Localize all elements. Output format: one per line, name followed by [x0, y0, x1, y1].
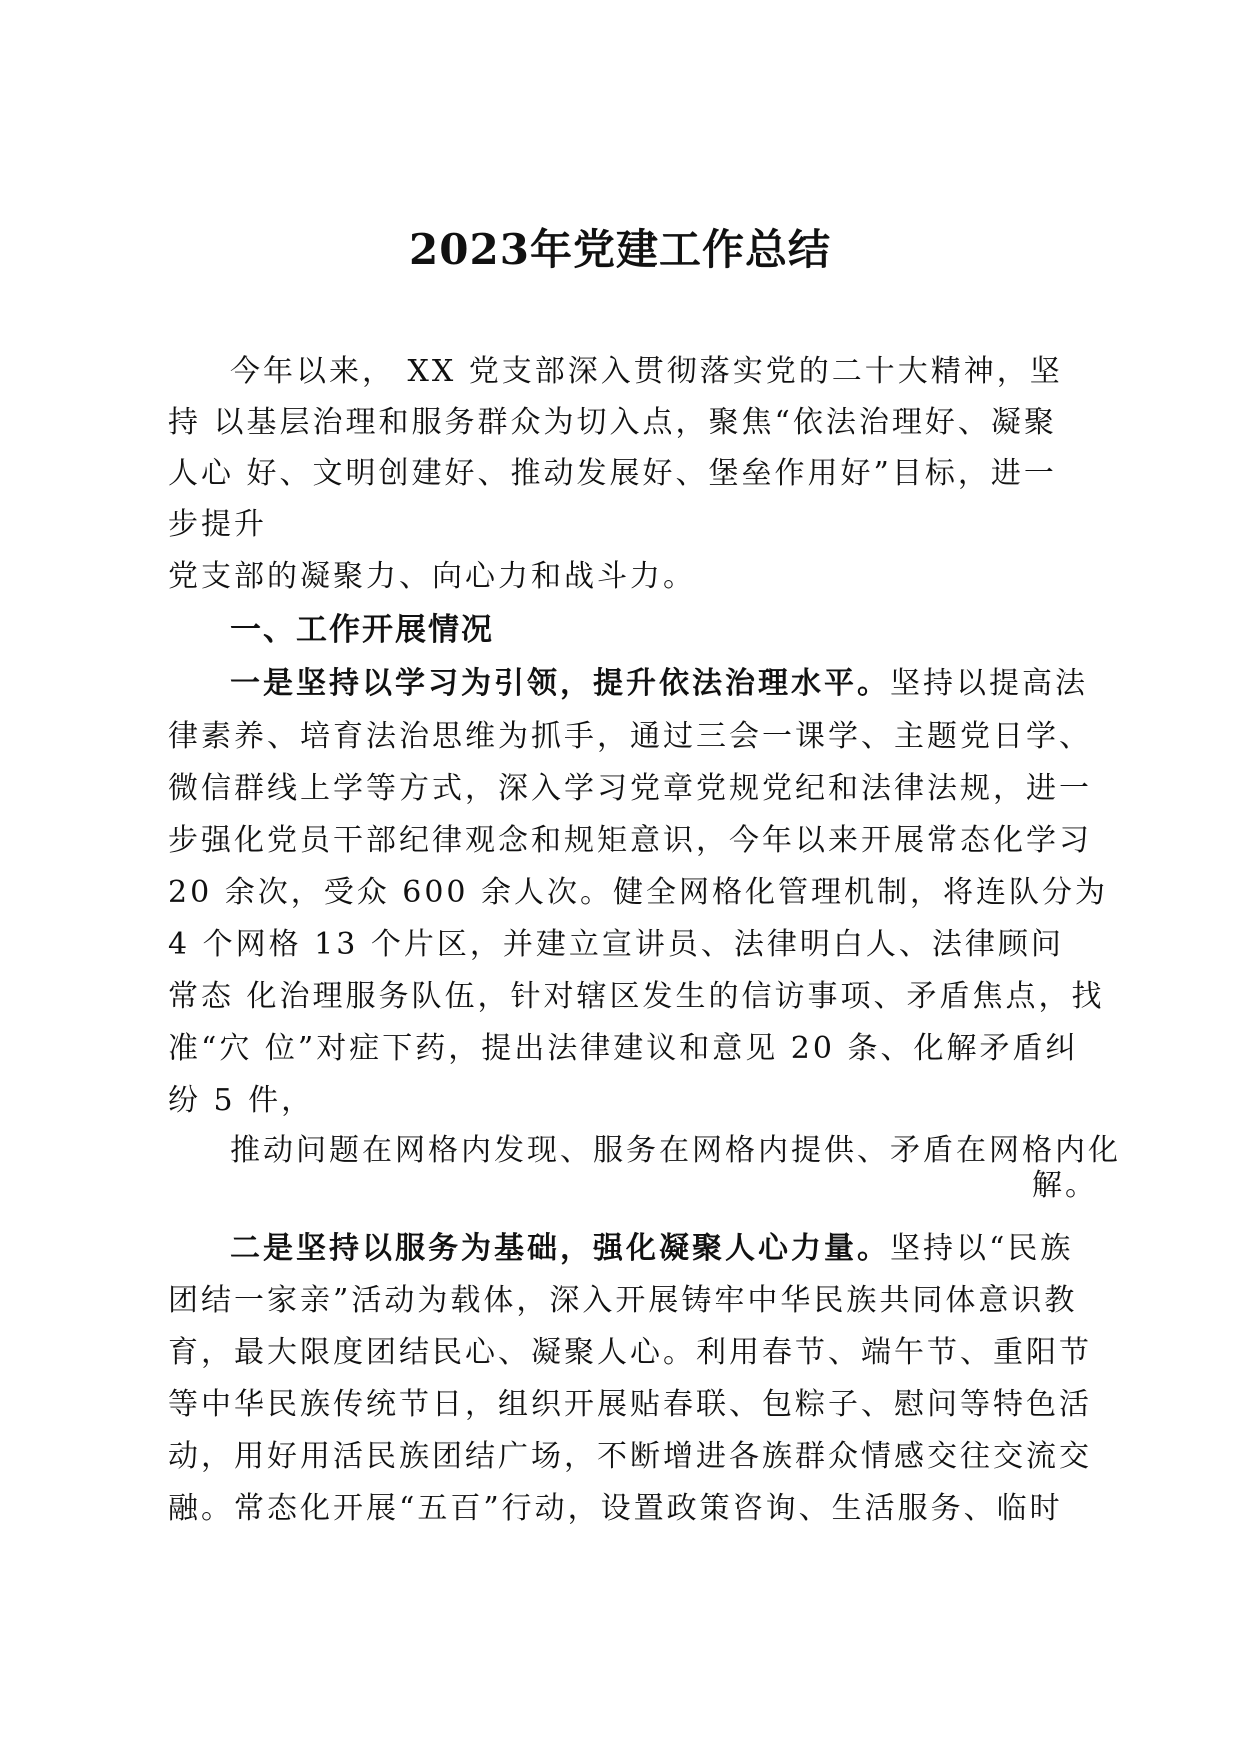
paragraph-2-line-5: 动，用好用活民族团结广场，不断增进各族群众情感交往交流交 [168, 1439, 1092, 1474]
paragraph-1-line-8: 准“穴 位”对症下药，提出法律建议和意见 20 条、化解矛盾纠 [168, 1031, 1079, 1066]
paragraph-2-line-3: 育，最大限度团结民心、凝聚人心。利用春节、端午节、重阳节 [168, 1335, 1092, 1370]
paragraph-1-line-10: 推动问题在网格内发现、服务在网格内提供、矛盾在网格内化 [230, 1133, 1121, 1168]
intro-line-3: 人心 好、文明创建好、推动发展好、堡垒作用好”目标，进一 [168, 456, 1057, 491]
intro-line-2: 持 以基层治理和服务群众为切入点，聚焦“依法治理好、凝聚 [168, 405, 1057, 440]
paragraph-2-line-1 [230, 1229, 1073, 1269]
paragraph-1-line-1-rest: 坚持以提高法 [890, 666, 1088, 701]
paragraph-1-line-6: 4 个网格 13 个片区，并建立宣讲员、法律明白人、法律顾问 [168, 927, 1064, 962]
paragraph-1-lead: 一是坚持以学习为引领，提升依法治理水平。 [230, 666, 890, 701]
paragraph-1-line-3: 微信群线上学等方式，深入学习党章党规党纪和法律法规，进一 [168, 771, 1092, 806]
paragraph-1-line-2: 律素养、培育法治思维为抓手，通过三会一课学、主题党日学、 [168, 719, 1092, 754]
document-title: 2023年党建工作总结 [409, 225, 831, 274]
paragraph-1-line-1 [230, 664, 1088, 704]
paragraph-1-line-4: 步强化党员干部纪律观念和规矩意识，今年以来开展常态化学习 [168, 823, 1092, 858]
intro-line-4: 步提升 [168, 507, 267, 542]
paragraph-1-line-7: 常态 化治理服务队伍，针对辖区发生的信访事项、矛盾焦点，找 [168, 979, 1105, 1014]
paragraph-2-line-1-rest: 坚持以“民族 [890, 1231, 1074, 1266]
intro-line-5: 党支部的凝聚力、向心力和战斗力。 [168, 559, 696, 594]
paragraph-1-line-5: 20 余次，受众 600 余人次。健全网格化管理机制，将连队分为 [168, 875, 1109, 910]
paragraph-1-line-9: 纷 5 件， [168, 1083, 315, 1118]
paragraph-2-line-4: 等中华民族传统节日，组织开展贴春联、包粽子、慰问等特色活 [168, 1387, 1092, 1422]
paragraph-2-line-2: 团结一家亲”活动为载体，深入开展铸牢中华民族共同体意识教 [168, 1283, 1078, 1318]
paragraph-1-line-11: 解。 [1032, 1168, 1098, 1203]
intro-line-1: 今年以来， XX 党支部深入贯彻落实党的二十大精神，坚 [230, 354, 1063, 389]
section-heading-1: 一、工作开展情况 [230, 612, 494, 648]
paragraph-2-lead: 二是坚持以服务为基础，强化凝聚人心力量。 [230, 1231, 890, 1266]
paragraph-2-line-6: 融。常态化开展“五百”行动，设置政策咨询、生活服务、临时 [168, 1491, 1063, 1526]
